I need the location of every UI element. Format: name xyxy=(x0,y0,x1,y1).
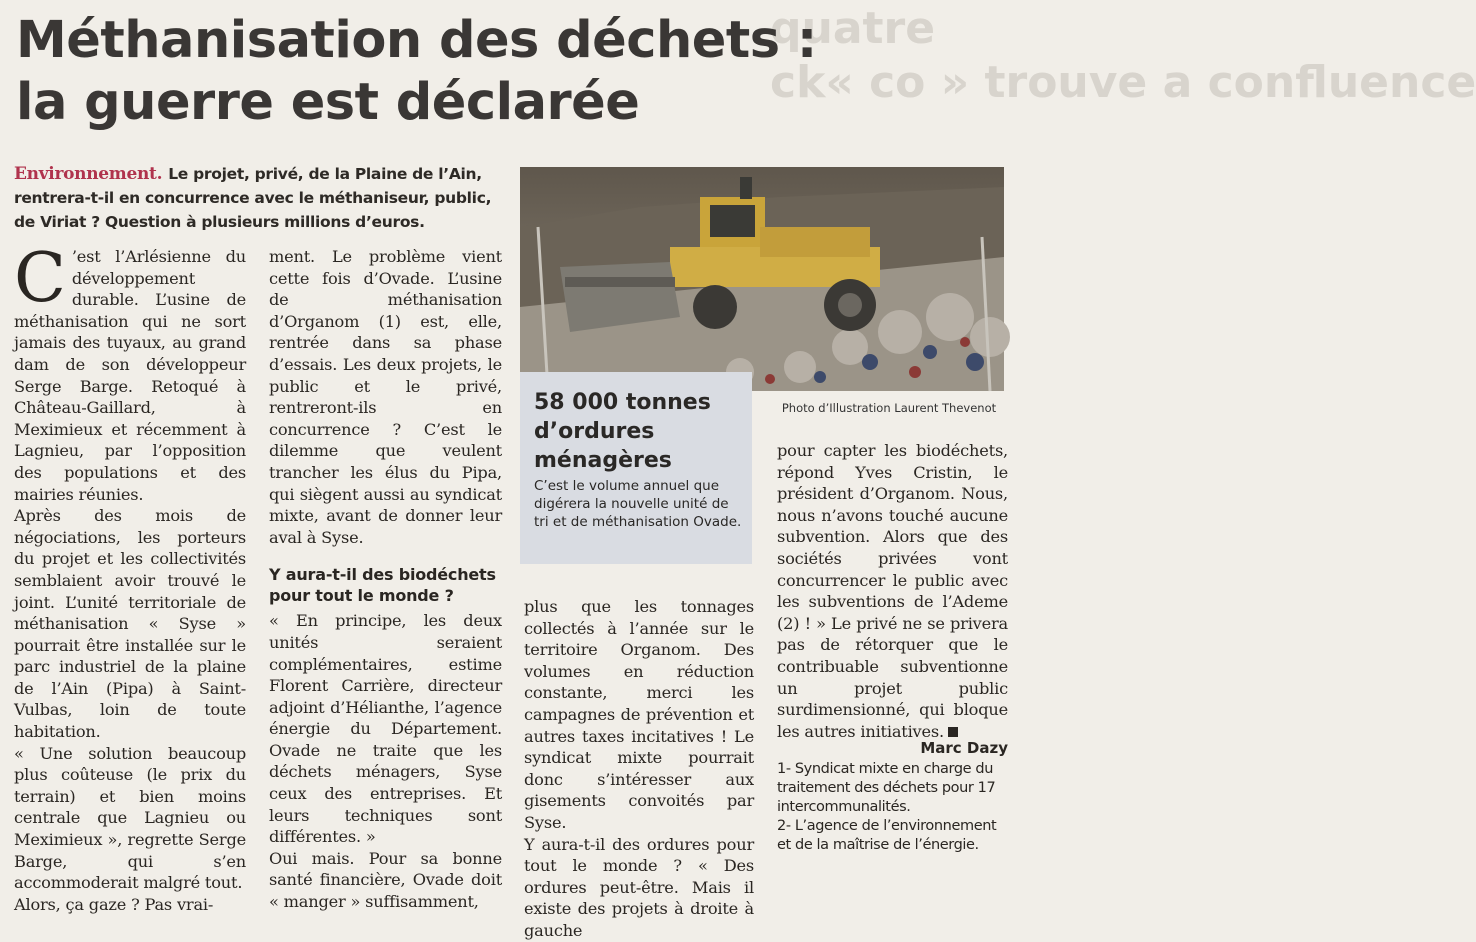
background-bleed-text: quatre ck« co » trouve a confluence xyxy=(770,3,1476,108)
paragraph: Alors, ça gaze ? Pas vrai- xyxy=(14,894,214,914)
footnote: 1- Syndicat mixte en charge du traitement des déchets pour 17 intercommunalités. xyxy=(777,761,996,815)
stat-figure: 58 000 tonnes d’ordures ménagères xyxy=(534,390,711,473)
lede xyxy=(14,162,514,234)
author-byline: Marc Dazy xyxy=(920,739,1008,757)
stat-box xyxy=(520,372,752,564)
lede-text: Le projet, privé, de la Plaine de l’Ain, rentrera-t-il en concurrence avec le méthaniseur, public, de Viriat ? Question à plusieurs millions d’euros. xyxy=(14,165,492,231)
paragraph: Après des mois de négociations, les porteurs du projet et les collectivités semblaient avoir trouvé le joint. L’unité territoriale de méthanisation « Syse » pourrait être installée sur le parc industriel de la plaine de l’Ain (Pipa) à Saint-Vulbas, loin de toute habitation. xyxy=(14,506,246,742)
footnote: 2- L’agence de l’environnement et de la maîtrise de l’énergie. xyxy=(777,818,997,853)
paragraph: « En principe, les deux unités seraient complémentaires, estime Florent Carrière, directeur adjoint d’Hélianthe, l’agence énergie du Département. Ovade ne traite que les déchets ménagers, Syse ceux des entreprises. Et leurs techniques sont différentes. » xyxy=(269,611,502,847)
paragraph: Oui mais. Pour sa bonne santé financière, Ovade doit « manger » suffisamment, xyxy=(269,848,502,912)
photo-caption: Photo d’Illustration Laurent Thevenot xyxy=(781,401,997,415)
end-of-article-mark xyxy=(948,727,958,737)
kicker: Environnement. xyxy=(14,164,163,184)
article-column-1 xyxy=(14,239,246,915)
article-column-4 xyxy=(777,440,1008,742)
article-column-3 xyxy=(524,596,754,942)
footnotes xyxy=(777,760,1009,855)
paragraph: ment. Le problème vient cette fois d’Ovade. L’usine de méthanisation d’Organom (1) est, elle, rentrée dans sa phase d’essais. Les deux projets, le public et le privé, rentreront-ils en concurrence ? C’est le dilemme que veulent trancher les élus du Pipa, qui siègent aussi au syndicat mixte, avant de donner leur aval à Syse. xyxy=(269,247,502,547)
paragraph: pour capter les biodéchets, répond Yves Cristin, le président d’Organom. Nous, nous n’avons touché aucune subvention. Alors que des sociétés privées vont concurrencer le public avec les subventions de l’Ademe (2) ! » Le privé ne se privera pas de rétorquer que le contribuable subventionne un projet public surdimensionné, qui bloque les autres initiatives. xyxy=(777,441,1008,741)
paragraph: « Une solution beaucoup plus coûteuse (le prix du terrain) et bien moins centrale que Lagnieu ou Meximieux », regrette Serge Barge, qui s’en accommoderait malgré tout. xyxy=(14,743,246,893)
bulldozer-photo xyxy=(520,167,1004,391)
article-column-2 xyxy=(269,246,502,913)
paragraph: Y aura-t-il des ordures pour tout le monde ? « Des ordures peut-être. Mais il existe des projets à droite à gauche xyxy=(524,834,754,940)
paragraph: C ’est l’Arlésienne du développement durable. L’usine de méthanisation qui ne sort jamais des tuyaux, au grand dam de son développeur Serge Barge. Retoqué à Château-Gaillard, à Meximieux et récemment à Lagnieu, par l’opposition des populations et des mairies réunies. xyxy=(14,239,246,504)
headline-line-1: Méthanisation des déchets : xyxy=(16,11,817,70)
headline-line-2: la guerre est déclarée xyxy=(16,73,640,132)
stat-description: C’est le volume annuel que digérera la nouvelle unité de tri et de méthanisation Ovade. xyxy=(534,478,742,530)
paragraph: plus que les tonnages collectés à l’année sur le territoire Organom. Des volumes en réduction constante, merci les campagnes de prévention et autres taxes incitatives ! Le syndicat mixte pourrait donc s’intéresser aux gisements convoités par Syse. xyxy=(524,597,754,832)
headline xyxy=(16,10,817,134)
drop-cap: C xyxy=(14,239,66,318)
subheading: Y aura-t-il des biodéchets pour tout le monde ? xyxy=(269,565,496,606)
